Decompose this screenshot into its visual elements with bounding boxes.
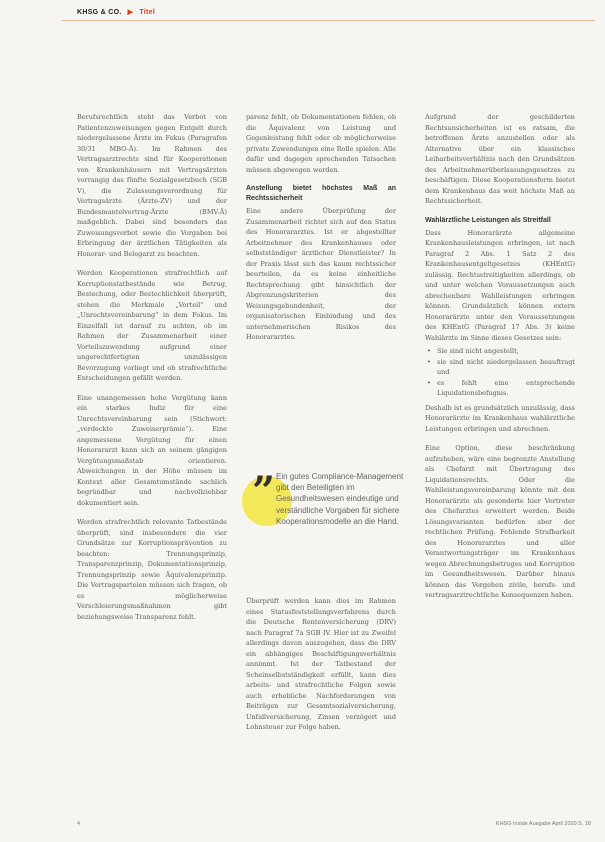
column-3 <box>425 112 575 610</box>
col2-subheading: Anstellung bietet höchstes Maß an Rechtssicherheit <box>246 185 396 202</box>
page-number: 4 <box>77 821 81 827</box>
col3-paragraph-1: Aufgrund der geschilderten Rechtsunsicherheiten ist es ratsam, die betroffenen Ärzte anzustellen oder als Alternative über ein klassisches Leiharbeitsverhältnis nach den Grundsätzen des Arbeitnehmerüberlassungsgesetzes zu beschäftigen. Diese Kooperationsform bietet dem Krankenhaus das weit höchste Maß an Rechtssicherheit. <box>425 113 575 205</box>
page-header <box>77 8 155 16</box>
header-section: Titel <box>139 8 156 16</box>
col3-subheading: Wahlärztliche Leistungen als Streitfall <box>425 216 551 224</box>
quote-mark-icon: ” <box>252 468 276 515</box>
col3-paragraph-2: Dass Honorarärzte allgemeine Krankenhausleistungen erbringen, ist nach Paragraf 2 Abs. 1 Satz 2 des Krankenhausentgeltgesetzes (KHEntG) zulässig. Rechtsstreitigkeiten allerdings, ob und unter welchen Voraussetzungen auch abrechenbare Wahlleistungen erbringen können. Grundsätzlich können extern Honorarärzte unter den Voraussetzungen des KHEntG (Paragraf 17 Abs. 3) keine Wahlärzte im Sinne dieses Gesetzes sein: <box>425 228 575 342</box>
col1-paragraph-1: Berufsrechtlich steht das Verbot von Patientenzuweisungen gegen Entgelt durch niedergelassene Ärzte im Fokus (Paragrafen 30/31 MBO-Ä). Im Rahmen des Vertragsarztrechts sind für Kooperationen von Krankenhäusern mit Vertragsärzten vorrangig das fünfte Sozialgesetzbuch (SGB V), die Zulassungsverordnung für Vertragsärzte (Ärzte-ZV) und der Bundesmantelvertrag-Ärzte (BMV-Ä) maßgeblich. Dabei sind besonders das Zuweisungsverbot sowie die Vorgaben bei Erbringung der ärztlichen Tätigkeiten als Honorar- und Belegarzt zu beachten. <box>77 113 227 258</box>
pull-quote-text: Ein gutes Compliance-Management gibt den Beteiligten im Gesundheitswesen eindeutige und verständliche Vorgaben für sichere Kooperationsmodelle an die Hand. <box>276 472 404 526</box>
col3-paragraph-3: Deshalb ist es grundsätzlich unzulässig, dass Honorarärzte im Krankenhaus wahlärztliche Leistungen erbringen und abrechnen. <box>425 403 575 433</box>
col2-paragraph-1: parenz fehlt, ob Dokumentationen fehlen, ob die Äquivalenz von Leistung und Gegenleistung fehlt oder ob möglicherweise private Zuwendungen eine Rolle spielen. Alle dafür und dagegen sprechenden Tatsachen müssen abgewogen werden. <box>246 113 396 174</box>
column-2-continued <box>246 596 396 733</box>
col1-paragraph-4: Werden strafrechtlich relevante Tatbestände überprüft, sind insbesondere die vier Grundsätze zur Korruptionsprävention zu beachten: Trennungsprinzip, Transparenzprinzip, Dokumentationsprinzip, Trennungsprinzip sowie Äquivalenzprinzip. Die Vertragsparteien müssen sich fragen, ob es möglicherweise Verschleierungsmaßnahmen gibt beziehungsweise Transparenz fehlt. <box>77 518 227 621</box>
list-item: • sie sind nicht niedergelassen beauftragt und <box>435 357 575 378</box>
list-item: • Sie sind nicht angestellt, <box>435 346 575 357</box>
column-1 <box>77 112 227 631</box>
col1-paragraph-2: Werden Kooperationen strafrechtlich auf Korruptionstatbestände wie Betrug, Bestechung, oder Bestechlichkeit überprüft, stehen die Merkmale „Vorteil“ und „Unrechtsvereinbarung“ in dem Fokus. Im Einzelfall ist darauf zu achten, ob im Rahmen der Zusammenarbeit einer Vorteilszuwendung aufgrund einer ungerechtfertigten unzulässigen Bevorzugung vorliegt und ob strafrechtliche Entscheidungen gefällt werden. <box>77 269 227 382</box>
pull-quote <box>248 468 403 588</box>
col2-paragraph-2: Eine andere Überprüfung der Zusammenarbeit richtet sich auf den Status des Honorararztes. Ist er abgestellter Arbeitnehmer des Krankenhauses oder selbstständiger ärztlicher Dienstleister? In der Praxis lässt sich das kaum rechtssicher beurteilen, da es keine einheitliche Rechtsprechung gibt hinsichtlich der Abgrenzungskriterien des Weisungsgebundenheit, der organisatorischen Einbindung und des unternehmerischen Risikos des Honorararztes. <box>246 207 396 341</box>
col2-paragraph-3: Überprüft werden kann dies im Rahmen eines Statusfeststellungsverfahrens durch die Deutsche Rentenversicherung (DRV) nach Paragraf 7a SGB IV. Hier ist zu Zweifel allerdings davon auszugehen, dass die DRV ein abhängiges Beschäftigungsverhältnis annimmt. Ist der Tatbestand der Scheinselbstständigkeit erfüllt, kann dies arbeits- und strafrechtliche Folgen sowie auch erhebliche Nachforderungen von Beiträgen zur Gesamtsozialversicherung, Unfallversicherung, Zinsen verzögert und Lohnsteuer zur Folge haben. <box>246 597 396 731</box>
col3-bullet-list <box>425 346 575 399</box>
col1-paragraph-3: Eine unangemessen hohe Vergütung kann ein starkes Indiz für eine Unrechtsvereinbarung sein (Stichwort: „verdeckte Zuweiserprämie“). Eine angemessene Vergütung für einen Honorararzt kann sich an seinem gängigen Vergütungsmaßstab orientieren. Abweichungen in der Höhe müssen im Kontext aller Gesamtumstände sachlich begründbar und nachvollziehbar dokumentiert sein. <box>77 393 227 507</box>
header-brand: KHSG & CO. <box>77 8 122 16</box>
triangle-right-icon: ▶ <box>127 9 134 16</box>
header-divider <box>62 20 595 21</box>
list-item: • es fehlt eine entsprechende Liquidationsbefugnis. <box>435 378 575 399</box>
column-2 <box>246 112 396 352</box>
col3-paragraph-4: Eine Option, diese beschränkung aufzuheben, wäre eine begrenzte Anstellung als Chefarzt mit Übertragung des Liquidationsrechts. Oder die Wahlleistungsvereinbarung könnte mit den Honorarärzte als gesonderte hier Vertreter des Chefarztes erweitert werden. Beide Lösungsvarianten bedürfen aber der rechtlichen Prüfung. Fehlende Strafbarkeit des Honorararztes und aller Verantwortungsträger im Krankenhaus wegen Abrechnungsbetruges und Korruption im Gesundheitswesen. Darüber hinaus können das Vergehen zivile, berufs- und vertragsarztrechtliche Konsequenzen haben. <box>425 444 575 599</box>
footer-publication: KHSG Inside Ausgabe April 2020 S. 18 <box>495 821 591 827</box>
